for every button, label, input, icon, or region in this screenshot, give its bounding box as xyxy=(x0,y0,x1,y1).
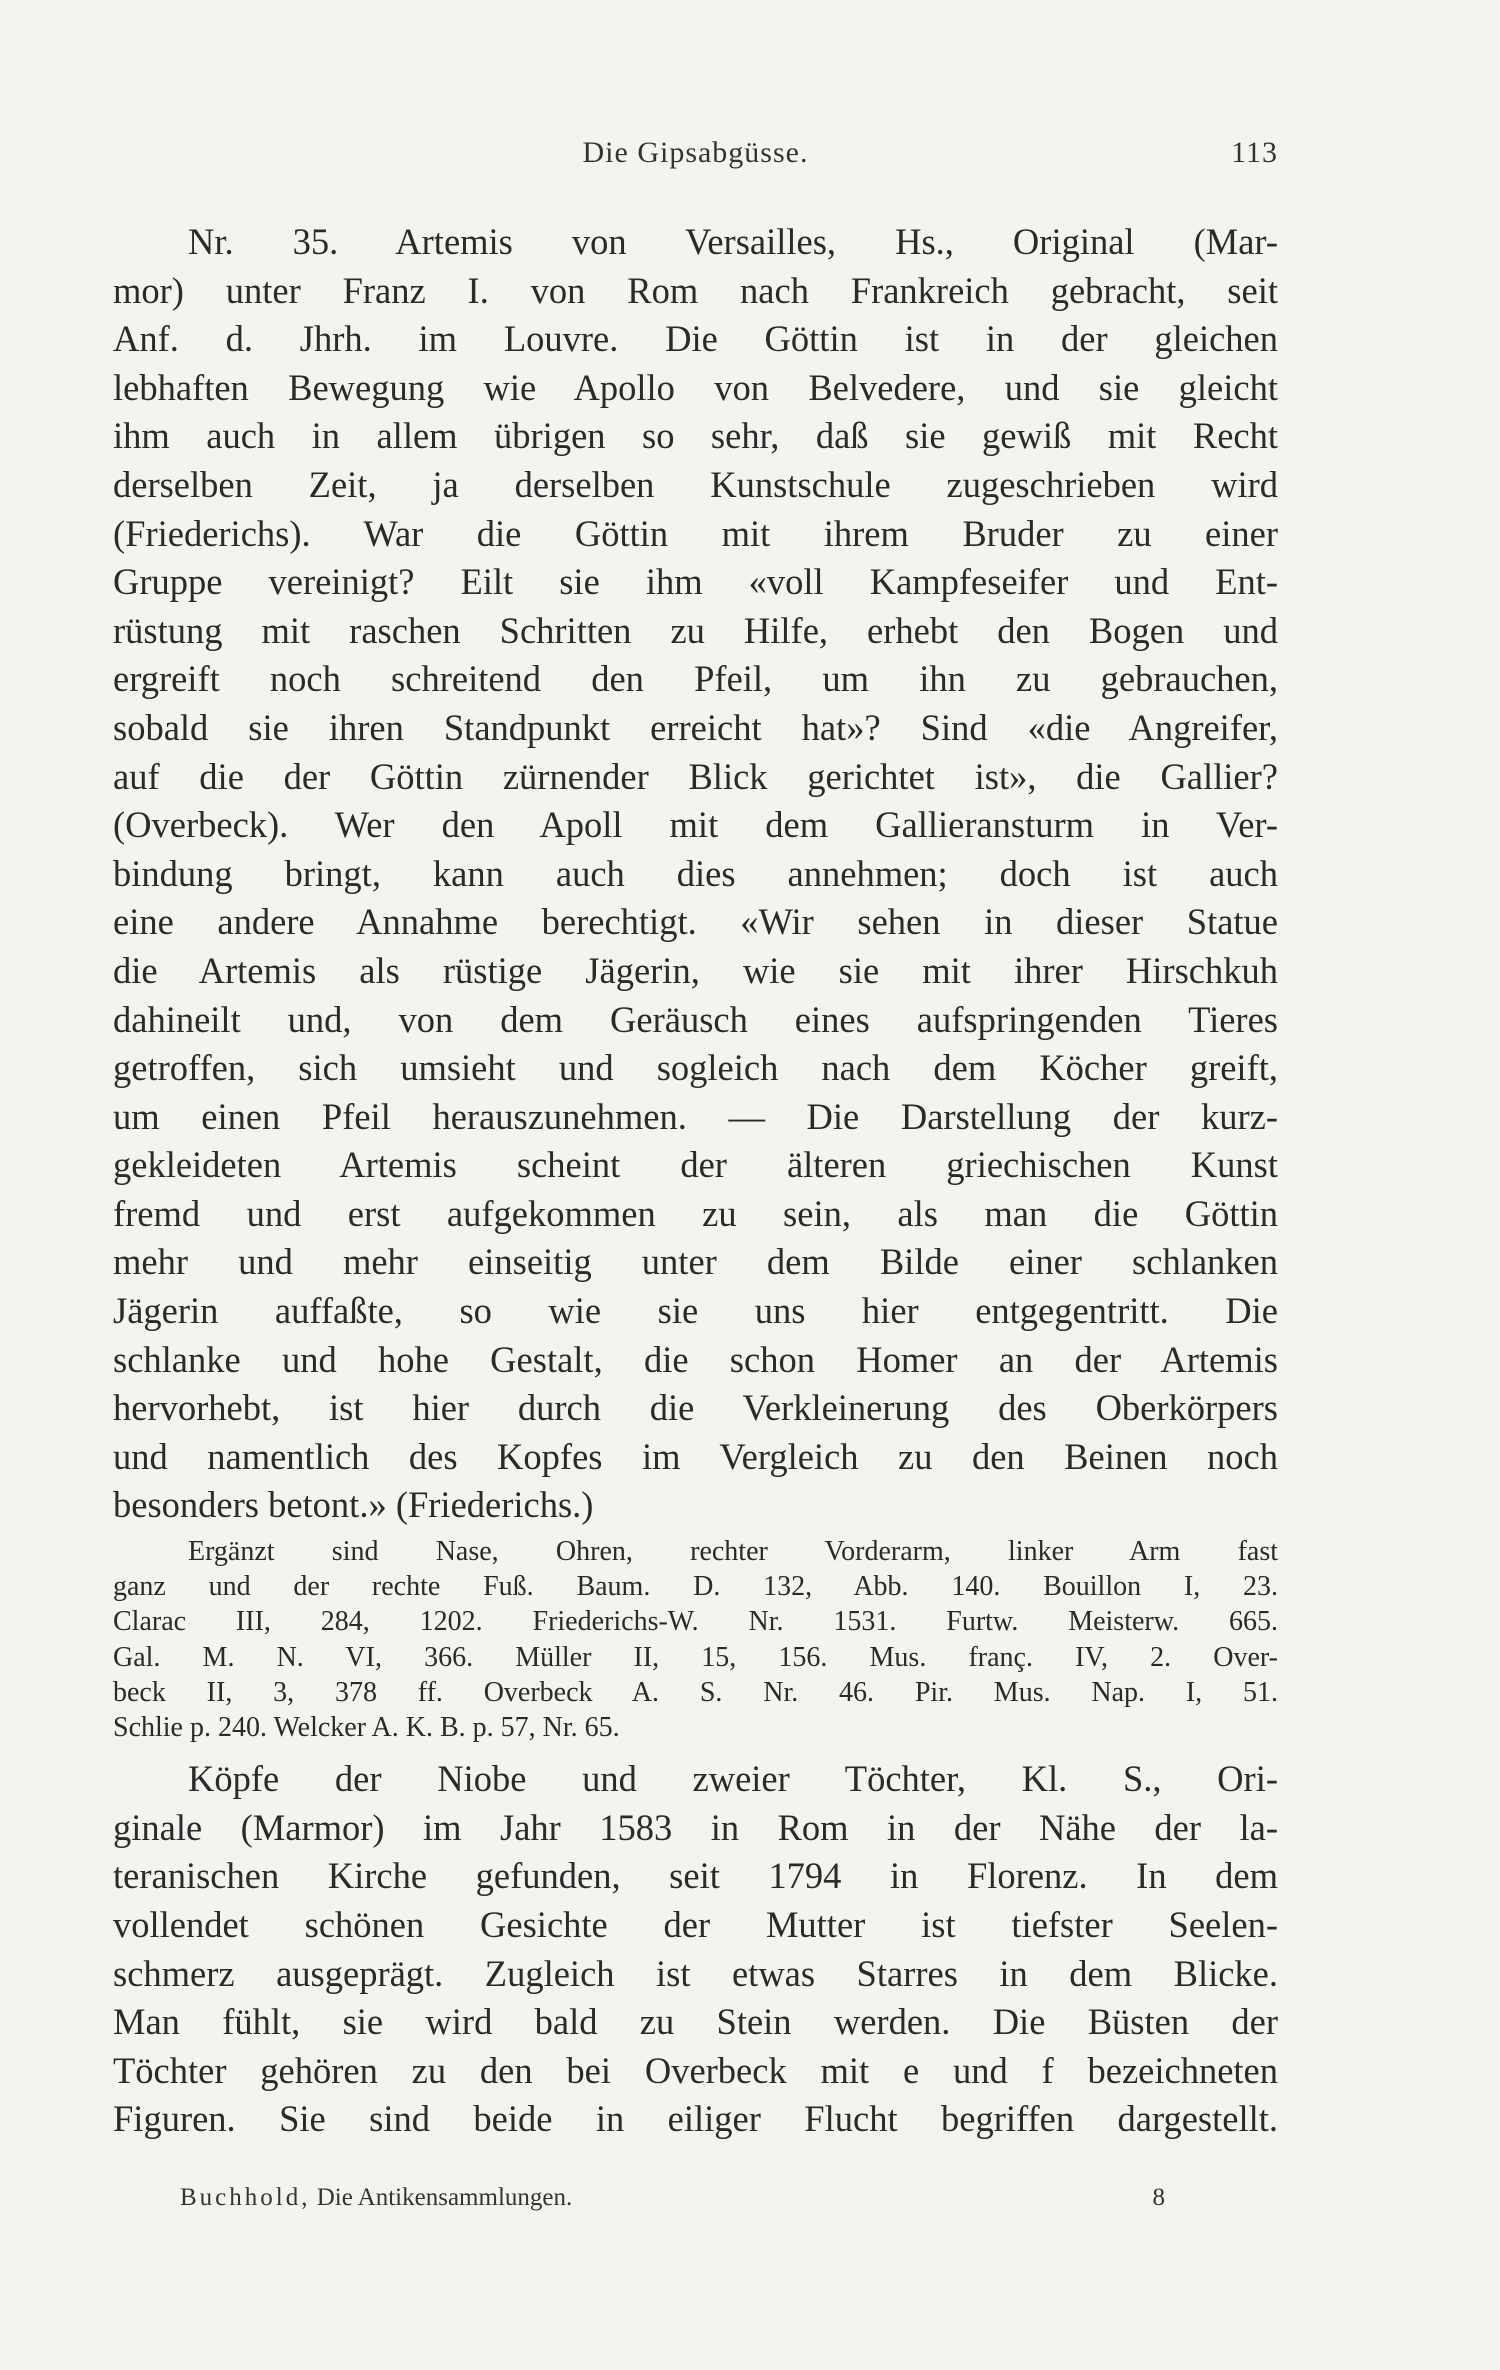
text-line: schlanke und hohe Gestalt, die schon Homer an der Artemis xyxy=(113,1338,1278,1380)
text-line: auf die der Göttin zürnender Blick gerichtet ist», die Gallier? xyxy=(113,755,1278,797)
text-line: vollendet schönen Gesichte der Mutter ist tiefster Seelen- xyxy=(113,1903,1278,1945)
text-line: getroffen, sich umsieht und sogleich nach dem Köcher greift, xyxy=(113,1047,1278,1089)
notes-artemis xyxy=(113,1534,1278,1745)
paragraph-artemis xyxy=(113,218,1278,1530)
text-line: Nr. 35. Artemis von Versailles, Hs., Original (Mar- xyxy=(188,221,1278,262)
text-line: teranischen Kirche gefunden, seit 1794 in Florenz. In dem xyxy=(113,1855,1278,1897)
text-line: hervorhebt, ist hier durch die Verkleinerung des Oberkörpers xyxy=(113,1387,1278,1429)
note-line: ganz und der rechte Fuß. Baum. D. 132, Abb. 140. Bouillon I, 23. xyxy=(113,1571,1278,1603)
text-line: bindung bringt, kann auch dies annehmen; doch ist auch xyxy=(113,852,1278,894)
note-line: Ergänzt sind Nase, Ohren, rechter Vorderarm, linker Arm fast xyxy=(188,1536,1278,1568)
text-line: Gruppe vereinigt? Eilt sie ihm «voll Kampfeseifer und Ent- xyxy=(113,561,1278,603)
text-line: besonders betont.» (Friederichs.) xyxy=(113,1484,594,1526)
text-line: lebhaften Bewegung wie Apollo von Belvedere, und sie gleicht xyxy=(113,366,1278,408)
text-line: um einen Pfeil herauszunehmen. — Die Darstellung der kurz- xyxy=(113,1095,1278,1137)
paragraph-niobe xyxy=(113,1755,1278,2144)
text-line: Anf. d. Jhrh. im Louvre. Die Göttin ist in der gleichen xyxy=(113,318,1278,360)
footer-book-title: Die Antikensammlungen. xyxy=(316,2184,573,2211)
text-line: eine andere Annahme berechtigt. «Wir sehen in dieser Statue xyxy=(113,901,1278,943)
text-line: mor) unter Franz I. von Rom nach Frankreich gebracht, seit xyxy=(113,269,1278,311)
text-line: ergreift noch schreitend den Pfeil, um ihn zu gebrauchen, xyxy=(113,658,1278,700)
footer-author: Buchhold, xyxy=(180,2184,311,2211)
text-line: gekleideten Artemis scheint der älteren griechischen Kunst xyxy=(113,1144,1278,1186)
page-number: 113 xyxy=(1231,136,1278,169)
text-line: mehr und mehr einseitig unter dem Bilde einer schlanken xyxy=(113,1241,1278,1283)
text-line: schmerz ausgeprägt. Zugleich ist etwas Starres in dem Blicke. xyxy=(113,1952,1278,1994)
signature-mark: 8 xyxy=(1152,2184,1165,2211)
note-line: Clarac III, 284, 1202. Friederichs-W. Nr. 1531. Furtw. Meisterw. 665. xyxy=(113,1606,1278,1638)
text-line: Köpfe der Niobe und zweier Töchter, Kl. S., Ori- xyxy=(188,1758,1278,1800)
text-line: ihm auch in allem übrigen so sehr, daß sie gewiß mit Recht xyxy=(113,415,1278,457)
text-line: die Artemis als rüstige Jägerin, wie sie mit ihrer Hirschkuh xyxy=(113,949,1278,991)
text-line: rüstung mit raschen Schritten zu Hilfe, erhebt den Bogen und xyxy=(113,609,1278,651)
text-line: und namentlich des Kopfes im Vergleich zu den Beinen noch xyxy=(113,1435,1278,1477)
note-line: Schlie p. 240. Welcker A. K. B. p. 57, Nr. 65. xyxy=(113,1711,620,1743)
text-line: Man fühlt, sie wird bald zu Stein werden. Die Büsten der xyxy=(113,2001,1278,2043)
note-line: beck II, 3, 378 ff. Overbeck A. S. Nr. 46. Pir. Mus. Nap. I, 51. xyxy=(113,1676,1278,1708)
text-line: derselben Zeit, ja derselben Kunstschule zugeschrieben wird xyxy=(113,463,1278,505)
text-line: dahineilt und, von dem Geräusch eines aufspringenden Tieres xyxy=(113,998,1278,1040)
text-line: Töchter gehören zu den bei Overbeck mit e und f bezeichneten xyxy=(113,2049,1278,2091)
text-line: fremd und erst aufgekommen zu sein, als man die Göttin xyxy=(113,1192,1278,1234)
text-line: (Overbeck). Wer den Apoll mit dem Gallieransturm in Ver- xyxy=(113,804,1278,846)
text-line: ginale (Marmor) im Jahr 1583 in Rom in der Nähe der la- xyxy=(113,1806,1278,1848)
text-line: Jägerin auffaßte, so wie sie uns hier entgegentritt. Die xyxy=(113,1290,1278,1332)
text-line: sobald sie ihren Standpunkt erreicht hat»? Sind «die Angreifer, xyxy=(113,706,1278,748)
note-line: Gal. M. N. VI, 366. Müller II, 15, 156. Mus. franç. IV, 2. Over- xyxy=(113,1641,1278,1673)
running-head xyxy=(113,128,1278,178)
page-body xyxy=(113,218,1278,2144)
running-title: Die Gipsabgüsse. xyxy=(582,136,809,169)
text-line: (Friederichs). War die Göttin mit ihrem Bruder zu einer xyxy=(113,512,1278,554)
page-footer xyxy=(180,2184,1165,2224)
text-line: Figuren. Sie sind beide in eiliger Flucht begriffen dargestellt. xyxy=(113,2098,1278,2140)
